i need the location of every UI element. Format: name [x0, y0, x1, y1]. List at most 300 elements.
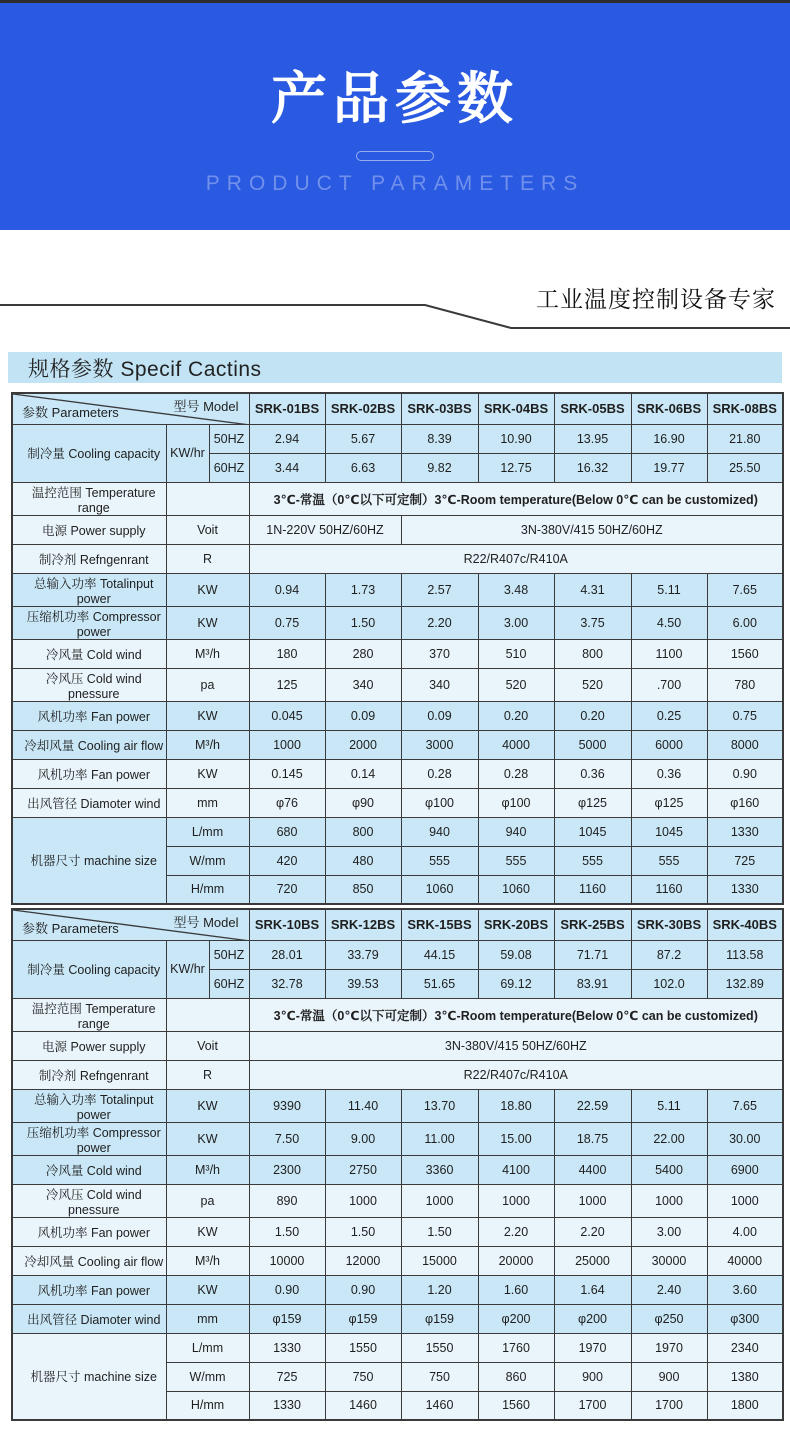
model-column-header: SRK-15BS: [401, 909, 478, 940]
value-cell: 0.75: [249, 606, 325, 639]
value-cell: 0.36: [631, 759, 707, 788]
value-cell: 940: [478, 817, 554, 846]
value-cell: 33.79: [325, 940, 401, 969]
row-unit: KW: [166, 759, 249, 788]
row-unit: KW: [166, 1122, 249, 1155]
row-label: 电源 Power supply: [12, 515, 166, 544]
value-cell: 780: [707, 668, 783, 701]
row-label: 制冷量 Cooling capacity: [12, 940, 166, 998]
row-label: 风机功率 Fan power: [12, 701, 166, 730]
value-cell: 1330: [249, 1391, 325, 1420]
value-cell: 10000: [249, 1246, 325, 1275]
row-label: 制冷量 Cooling capacity: [12, 424, 166, 482]
row-unit: mm: [166, 788, 249, 817]
value-cell: 0.90: [325, 1275, 401, 1304]
row-unit: R: [166, 544, 249, 573]
value-cell: 2.20: [554, 1217, 631, 1246]
value-cell: 1700: [631, 1391, 707, 1420]
value-cell: 1460: [401, 1391, 478, 1420]
value-cell: 0.14: [325, 759, 401, 788]
row-unit: KW: [166, 1217, 249, 1246]
model-column-header: SRK-05BS: [554, 393, 631, 424]
row-unit: M³/h: [166, 1246, 249, 1275]
value-cell: 1970: [631, 1333, 707, 1362]
model-column-header: SRK-10BS: [249, 909, 325, 940]
merged-value-cell: 3℃-常温（0℃以下可定制）3℃-Room temperature(Below 0℃ can be customized): [249, 482, 783, 515]
row-label: 冷风量 Cold wind: [12, 639, 166, 668]
value-cell: 44.15: [401, 940, 478, 969]
value-cell: 1000: [631, 1184, 707, 1217]
row-label: 机器尺寸 machine size: [12, 1333, 166, 1420]
value-cell: 19.77: [631, 453, 707, 482]
page-title: 产品参数: [271, 67, 519, 130]
value-cell: 11.00: [401, 1122, 478, 1155]
value-cell: 15000: [401, 1246, 478, 1275]
value-cell: 1330: [707, 817, 783, 846]
value-cell: 7.50: [249, 1122, 325, 1155]
model-column-header: SRK-25BS: [554, 909, 631, 940]
value-cell: 2.20: [401, 606, 478, 639]
value-cell: 9390: [249, 1089, 325, 1122]
value-cell: 480: [325, 846, 401, 875]
value-cell: 1060: [401, 875, 478, 904]
row-unit: pa: [166, 668, 249, 701]
value-cell: 860: [478, 1362, 554, 1391]
merged-value-cell: 3N-380V/415 50HZ/60HZ: [401, 515, 783, 544]
value-cell: 1160: [631, 875, 707, 904]
value-cell: 340: [325, 668, 401, 701]
value-cell: 13.70: [401, 1089, 478, 1122]
value-cell: 12000: [325, 1246, 401, 1275]
row-unit: KW/hr: [166, 424, 209, 482]
value-cell: 555: [554, 846, 631, 875]
value-cell: 510: [478, 639, 554, 668]
value-cell: 3360: [401, 1155, 478, 1184]
value-cell: 4.00: [707, 1217, 783, 1246]
value-cell: φ125: [631, 788, 707, 817]
model-param-diagonal-cell: [12, 909, 249, 940]
model-header-label: 型号 Model: [173, 399, 239, 414]
model-column-header: SRK-40BS: [707, 909, 783, 940]
value-cell: 2300: [249, 1155, 325, 1184]
value-cell: φ159: [401, 1304, 478, 1333]
value-cell: 0.09: [325, 701, 401, 730]
value-cell: 555: [401, 846, 478, 875]
table-row: [12, 730, 783, 759]
value-cell: 1460: [325, 1391, 401, 1420]
value-cell: φ160: [707, 788, 783, 817]
value-cell: 2.57: [401, 573, 478, 606]
value-cell: 1045: [631, 817, 707, 846]
value-cell: 71.71: [554, 940, 631, 969]
value-cell: 1160: [554, 875, 631, 904]
table-row: [12, 1217, 783, 1246]
row-subunit: H/mm: [166, 875, 249, 904]
row-label: 出风管径 Diamoter wind: [12, 1304, 166, 1333]
value-cell: 680: [249, 817, 325, 846]
row-label: 风机功率 Fan power: [12, 1217, 166, 1246]
row-unit: KW/hr: [166, 940, 209, 998]
value-cell: 6.63: [325, 453, 401, 482]
value-cell: 1550: [401, 1333, 478, 1362]
value-cell: 750: [325, 1362, 401, 1391]
value-cell: 940: [401, 817, 478, 846]
value-cell: 0.09: [401, 701, 478, 730]
table-row: [12, 1155, 783, 1184]
table-row: [12, 606, 783, 639]
value-cell: 15.00: [478, 1122, 554, 1155]
value-cell: 113.58: [707, 940, 783, 969]
row-label: 冷却风量 Cooling air flow: [12, 730, 166, 759]
value-cell: φ200: [478, 1304, 554, 1333]
model-column-header: SRK-02BS: [325, 393, 401, 424]
value-cell: 59.08: [478, 940, 554, 969]
value-cell: 1045: [554, 817, 631, 846]
value-cell: 4.50: [631, 606, 707, 639]
value-cell: 555: [631, 846, 707, 875]
value-cell: 22.59: [554, 1089, 631, 1122]
row-unit: [166, 998, 249, 1031]
value-cell: 2.94: [249, 424, 325, 453]
spec-table-2: [11, 908, 784, 1421]
value-cell: 21.80: [707, 424, 783, 453]
value-cell: 750: [401, 1362, 478, 1391]
row-unit: KW: [166, 606, 249, 639]
merged-value-cell: 1N-220V 50HZ/60HZ: [249, 515, 401, 544]
row-label: 压缩机功率 Compressor power: [12, 606, 166, 639]
value-cell: 51.65: [401, 969, 478, 998]
row-subunit: 60HZ: [209, 453, 249, 482]
value-cell: 4000: [478, 730, 554, 759]
value-cell: 10.90: [478, 424, 554, 453]
value-cell: 1560: [707, 639, 783, 668]
table-header-row: [12, 909, 783, 940]
value-cell: 102.0: [631, 969, 707, 998]
value-cell: 83.91: [554, 969, 631, 998]
value-cell: 0.90: [707, 759, 783, 788]
value-cell: φ300: [707, 1304, 783, 1333]
value-cell: 1.50: [325, 606, 401, 639]
row-label: 风机功率 Fan power: [12, 1275, 166, 1304]
model-column-header: SRK-01BS: [249, 393, 325, 424]
row-subunit: W/mm: [166, 1362, 249, 1391]
model-column-header: SRK-12BS: [325, 909, 401, 940]
value-cell: 555: [478, 846, 554, 875]
row-unit: KW: [166, 573, 249, 606]
value-cell: 800: [325, 817, 401, 846]
row-unit: KW: [166, 701, 249, 730]
value-cell: 12.75: [478, 453, 554, 482]
row-label: 冷风量 Cold wind: [12, 1155, 166, 1184]
value-cell: .700: [631, 668, 707, 701]
value-cell: φ250: [631, 1304, 707, 1333]
value-cell: 0.75: [707, 701, 783, 730]
value-cell: 69.12: [478, 969, 554, 998]
value-cell: 39.53: [325, 969, 401, 998]
value-cell: 2750: [325, 1155, 401, 1184]
value-cell: 0.90: [249, 1275, 325, 1304]
value-cell: 5.11: [631, 573, 707, 606]
row-subunit: 50HZ: [209, 940, 249, 969]
table-row: [12, 817, 783, 846]
value-cell: 9.82: [401, 453, 478, 482]
row-unit: Voit: [166, 515, 249, 544]
row-unit: mm: [166, 1304, 249, 1333]
value-cell: 1000: [325, 1184, 401, 1217]
row-unit: [166, 482, 249, 515]
model-column-header: SRK-08BS: [707, 393, 783, 424]
value-cell: 1100: [631, 639, 707, 668]
row-label: 冷却风量 Cooling air flow: [12, 1246, 166, 1275]
value-cell: 4.31: [554, 573, 631, 606]
row-label: 出风管径 Diamoter wind: [12, 788, 166, 817]
row-unit: KW: [166, 1089, 249, 1122]
value-cell: 6900: [707, 1155, 783, 1184]
value-cell: 5400: [631, 1155, 707, 1184]
row-unit: M³/h: [166, 1155, 249, 1184]
value-cell: 3000: [401, 730, 478, 759]
row-unit: KW: [166, 1275, 249, 1304]
value-cell: 420: [249, 846, 325, 875]
table-row: [12, 1184, 783, 1217]
value-cell: 2000: [325, 730, 401, 759]
value-cell: 1800: [707, 1391, 783, 1420]
value-cell: 1700: [554, 1391, 631, 1420]
model-column-header: SRK-06BS: [631, 393, 707, 424]
row-label: 机器尺寸 machine size: [12, 817, 166, 904]
value-cell: 5000: [554, 730, 631, 759]
value-cell: 11.40: [325, 1089, 401, 1122]
table-row: [12, 544, 783, 573]
value-cell: φ125: [554, 788, 631, 817]
value-cell: 0.20: [554, 701, 631, 730]
value-cell: 25.50: [707, 453, 783, 482]
table-row: [12, 788, 783, 817]
value-cell: 1550: [325, 1333, 401, 1362]
value-cell: 1.50: [249, 1217, 325, 1246]
value-cell: 0.045: [249, 701, 325, 730]
value-cell: 800: [554, 639, 631, 668]
table-row: [12, 424, 783, 453]
row-subunit: 60HZ: [209, 969, 249, 998]
spec-table-1-wrapper: [11, 392, 784, 905]
table-header-row: [12, 393, 783, 424]
value-cell: 20000: [478, 1246, 554, 1275]
param-header-label: 参数 Parameters: [22, 404, 119, 420]
page-subtitle: PRODUCT PARAMETERS: [205, 172, 585, 195]
table-row: [12, 998, 783, 1031]
value-cell: 8.39: [401, 424, 478, 453]
value-cell: 3.00: [478, 606, 554, 639]
value-cell: 9.00: [325, 1122, 401, 1155]
row-unit: M³/h: [166, 730, 249, 759]
value-cell: 1.20: [401, 1275, 478, 1304]
value-cell: 6.00: [707, 606, 783, 639]
row-unit: M³/h: [166, 639, 249, 668]
value-cell: 4100: [478, 1155, 554, 1184]
value-cell: 0.20: [478, 701, 554, 730]
value-cell: 16.90: [631, 424, 707, 453]
model-column-header: SRK-04BS: [478, 393, 554, 424]
value-cell: 1000: [249, 730, 325, 759]
merged-value-cell: R22/R407c/R410A: [249, 544, 783, 573]
row-label: 冷风压 Cold wind pnessure: [12, 1184, 166, 1217]
table-row: [12, 1089, 783, 1122]
row-subunit: L/mm: [166, 817, 249, 846]
row-label: 温控范围 Temperature range: [12, 482, 166, 515]
value-cell: φ90: [325, 788, 401, 817]
table-row: [12, 639, 783, 668]
merged-value-cell: 3N-380V/415 50HZ/60HZ: [249, 1031, 783, 1060]
value-cell: 520: [554, 668, 631, 701]
value-cell: 890: [249, 1184, 325, 1217]
row-subunit: L/mm: [166, 1333, 249, 1362]
value-cell: 30.00: [707, 1122, 783, 1155]
value-cell: 25000: [554, 1246, 631, 1275]
value-cell: 1560: [478, 1391, 554, 1420]
row-label: 总输入功率 Totalinput power: [12, 1089, 166, 1122]
value-cell: 280: [325, 639, 401, 668]
value-cell: 1000: [707, 1184, 783, 1217]
table-row: [12, 573, 783, 606]
value-cell: 0.28: [401, 759, 478, 788]
row-label: 温控范围 Temperature range: [12, 998, 166, 1031]
value-cell: φ200: [554, 1304, 631, 1333]
value-cell: 7.65: [707, 573, 783, 606]
expert-tagline: 工业温度控制设备专家: [536, 286, 776, 312]
value-cell: 18.75: [554, 1122, 631, 1155]
value-cell: 5.67: [325, 424, 401, 453]
value-cell: 725: [707, 846, 783, 875]
value-cell: 900: [631, 1362, 707, 1391]
table-row: [12, 668, 783, 701]
value-cell: 1380: [707, 1362, 783, 1391]
value-cell: φ100: [401, 788, 478, 817]
value-cell: 30000: [631, 1246, 707, 1275]
value-cell: 7.65: [707, 1089, 783, 1122]
value-cell: 850: [325, 875, 401, 904]
row-label: 制冷剂 Refngenrant: [12, 1060, 166, 1089]
value-cell: 340: [401, 668, 478, 701]
value-cell: 16.32: [554, 453, 631, 482]
model-column-header: SRK-03BS: [401, 393, 478, 424]
spec-table-1: [11, 392, 784, 905]
value-cell: 32.78: [249, 969, 325, 998]
value-cell: 1330: [249, 1333, 325, 1362]
value-cell: 22.00: [631, 1122, 707, 1155]
value-cell: 18.80: [478, 1089, 554, 1122]
table-row: [12, 482, 783, 515]
value-cell: 1000: [554, 1184, 631, 1217]
row-label: 电源 Power supply: [12, 1031, 166, 1060]
value-cell: 1760: [478, 1333, 554, 1362]
value-cell: 125: [249, 668, 325, 701]
table-row: [12, 1246, 783, 1275]
section-header-bar: [8, 352, 782, 383]
row-unit: Voit: [166, 1031, 249, 1060]
model-column-header: SRK-20BS: [478, 909, 554, 940]
table-row: [12, 1304, 783, 1333]
value-cell: 520: [478, 668, 554, 701]
value-cell: 725: [249, 1362, 325, 1391]
value-cell: 0.28: [478, 759, 554, 788]
value-cell: 5.11: [631, 1089, 707, 1122]
value-cell: 720: [249, 875, 325, 904]
pill-divider-icon: [356, 151, 434, 161]
section-title: 规格参数 Specif Cactins: [28, 357, 262, 381]
value-cell: 3.00: [631, 1217, 707, 1246]
value-cell: 3.75: [554, 606, 631, 639]
table-row: [12, 701, 783, 730]
row-subunit: H/mm: [166, 1391, 249, 1420]
value-cell: 87.2: [631, 940, 707, 969]
value-cell: 900: [554, 1362, 631, 1391]
value-cell: 370: [401, 639, 478, 668]
spec-table-2-wrapper: [11, 908, 784, 1421]
value-cell: 180: [249, 639, 325, 668]
value-cell: 1.50: [325, 1217, 401, 1246]
value-cell: 4400: [554, 1155, 631, 1184]
table-row: [12, 940, 783, 969]
table-row: [12, 1122, 783, 1155]
param-header-label: 参数 Parameters: [22, 920, 119, 936]
value-cell: φ100: [478, 788, 554, 817]
model-header-label: 型号 Model: [173, 915, 239, 930]
value-cell: 0.145: [249, 759, 325, 788]
merged-value-cell: R22/R407c/R410A: [249, 1060, 783, 1089]
value-cell: 1000: [478, 1184, 554, 1217]
table-row: [12, 1333, 783, 1362]
value-cell: 6000: [631, 730, 707, 759]
value-cell: 1.73: [325, 573, 401, 606]
value-cell: 28.01: [249, 940, 325, 969]
value-cell: 1000: [401, 1184, 478, 1217]
row-subunit: 50HZ: [209, 424, 249, 453]
table-row: [12, 759, 783, 788]
model-column-header: SRK-30BS: [631, 909, 707, 940]
table-row: [12, 1031, 783, 1060]
table-row: [12, 1275, 783, 1304]
row-label: 冷风压 Cold wind pnessure: [12, 668, 166, 701]
value-cell: 1.60: [478, 1275, 554, 1304]
row-label: 风机功率 Fan power: [12, 759, 166, 788]
value-cell: 40000: [707, 1246, 783, 1275]
value-cell: 1060: [478, 875, 554, 904]
row-label: 压缩机功率 Compressor power: [12, 1122, 166, 1155]
table-row: [12, 515, 783, 544]
value-cell: 0.25: [631, 701, 707, 730]
merged-value-cell: 3℃-常温（0℃以下可定制）3℃-Room temperature(Below 0℃ can be customized): [249, 998, 783, 1031]
row-unit: pa: [166, 1184, 249, 1217]
value-cell: 1.64: [554, 1275, 631, 1304]
value-cell: 3.44: [249, 453, 325, 482]
value-cell: 13.95: [554, 424, 631, 453]
value-cell: 0.94: [249, 573, 325, 606]
value-cell: 1.50: [401, 1217, 478, 1246]
value-cell: 0.36: [554, 759, 631, 788]
value-cell: φ159: [249, 1304, 325, 1333]
value-cell: 132.89: [707, 969, 783, 998]
row-label: 制冷剂 Refngenrant: [12, 544, 166, 573]
value-cell: 2.40: [631, 1275, 707, 1304]
row-label: 总输入功率 Totalinput power: [12, 573, 166, 606]
value-cell: 1970: [554, 1333, 631, 1362]
row-subunit: W/mm: [166, 846, 249, 875]
value-cell: 3.60: [707, 1275, 783, 1304]
value-cell: 8000: [707, 730, 783, 759]
hero-banner: [0, 3, 790, 230]
value-cell: 3.48: [478, 573, 554, 606]
